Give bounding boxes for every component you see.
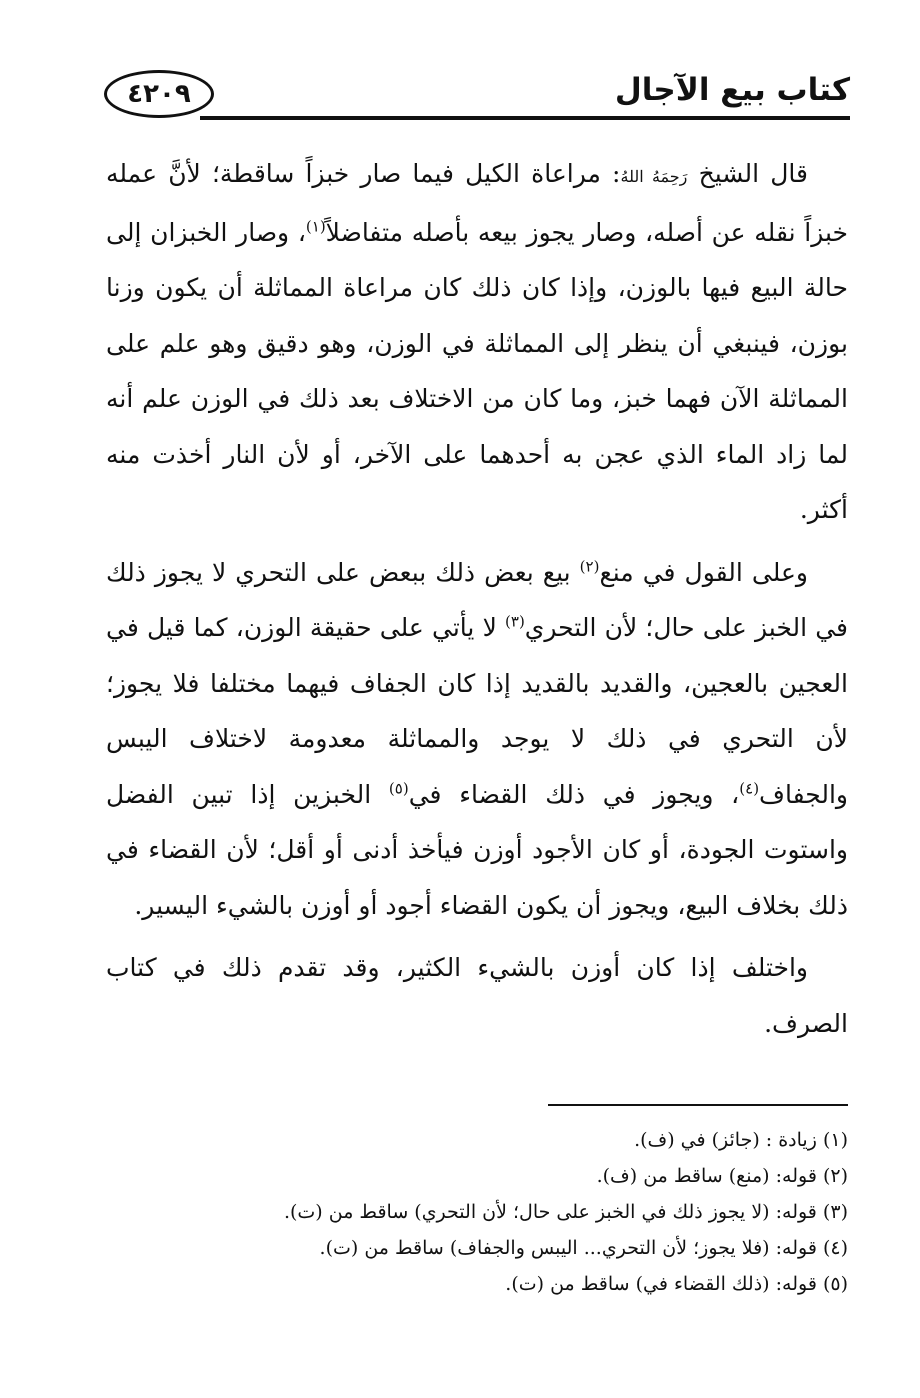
paragraph-3: واختلف إذا كان أوزن بالشيء الكثير، وقد تقدم ذلك في كتاب الصرف.	[106, 953, 848, 1038]
header-rule	[200, 116, 850, 120]
page-number-oval	[104, 70, 214, 118]
paragraph-1	[106, 146, 848, 538]
main-text	[106, 146, 848, 1051]
honorific-phrase: رَحِمَهُ اللهُ	[620, 167, 688, 186]
footnote-5: (٥) قوله: (ذلك القضاء في) ساقط من (ت).	[505, 1273, 848, 1295]
p2-text-b: بيع بعض ذلك ببعض على التحري لا يجوز ذلك في الخبز على حال؛ لأن التحري	[106, 557, 848, 642]
footnote-ref-5[interactable]: (٥)	[388, 779, 409, 798]
book-title: كتاب بيع الآجال	[614, 72, 850, 108]
page-header	[104, 66, 850, 126]
footnote-2: (٢) قوله: (منع) ساقط من (ف).	[596, 1165, 848, 1187]
p2-text-d: ، ويجوز في ذلك القضاء في	[408, 779, 740, 809]
p2-text-a: وعلى القول في منع	[599, 557, 808, 587]
paragraph-2	[106, 545, 848, 934]
footnotes	[106, 1122, 848, 1302]
p1-text-b: : مراعاة الكيل فيما صار خبزاً ساقطة؛ لأنَّ عمله خبزاً نقله عن أصله، وصار يجوز بيعه بأصله متفاضلاً	[106, 159, 848, 247]
footnote-1: (١) زيادة : (جائز) في (ف).	[634, 1129, 848, 1151]
page-number: ٤٢٠٩	[127, 79, 191, 109]
p1-text-a: قال الشيخ	[698, 159, 809, 188]
p2-text-c: لا يأتي على حقيقة الوزن، كما قيل في العجين بالعجين، والقديد بالقديد إذا كان الجفاف فيهما مختلفا فلا يجوز؛ لأن التحري في ذلك لا يوجد والمماثلة معدومة لاختلاف اليبس والجفاف	[106, 613, 848, 809]
footnote-3: (٣) قوله: (لا يجوز ذلك في الخبز على حال؛ لأن التحري) ساقط من (ت).	[283, 1201, 848, 1223]
footnote-ref-4[interactable]: (٤)	[739, 779, 760, 798]
footnote-4: (٤) قوله: (فلا يجوز؛ لأن التحري... اليبس والجفاف) ساقط من (ت).	[319, 1237, 848, 1259]
footnote-ref-1[interactable]: (١)	[305, 217, 326, 236]
p2-text-e: الخبزين إذا تبين الفضل واستوت الجودة، أو كان الأجود أوزن فيأخذ أدنى أو أقل؛ لأن القضاء في ذلك بخلاف البيع، ويجوز أن يكون القضاء أجود أو أوزن بالشيء اليسير.	[106, 779, 848, 920]
footnote-ref-2[interactable]: (٢)	[579, 557, 600, 576]
p1-text-c: ، وصار الخبزان إلى حالة البيع فيها بالوزن، وإذا كان ذلك كان مراعاة المماثلة أن يكون وزنا بوزن، فينبغي أن ينظر إلى المماثلة في الوزن، وهو دقيق وهو علم على المماثلة الآن فهما خبز، وما كان من الاختلاف بعد ذلك في الوزن علم أنه لما زاد الماء الذي عجن به أحدهما على الآخر، أو لأن النار أخذت منه أكثر.	[106, 217, 848, 524]
footnote-ref-3[interactable]: (٣)	[505, 612, 525, 631]
footnote-divider	[548, 1104, 848, 1106]
